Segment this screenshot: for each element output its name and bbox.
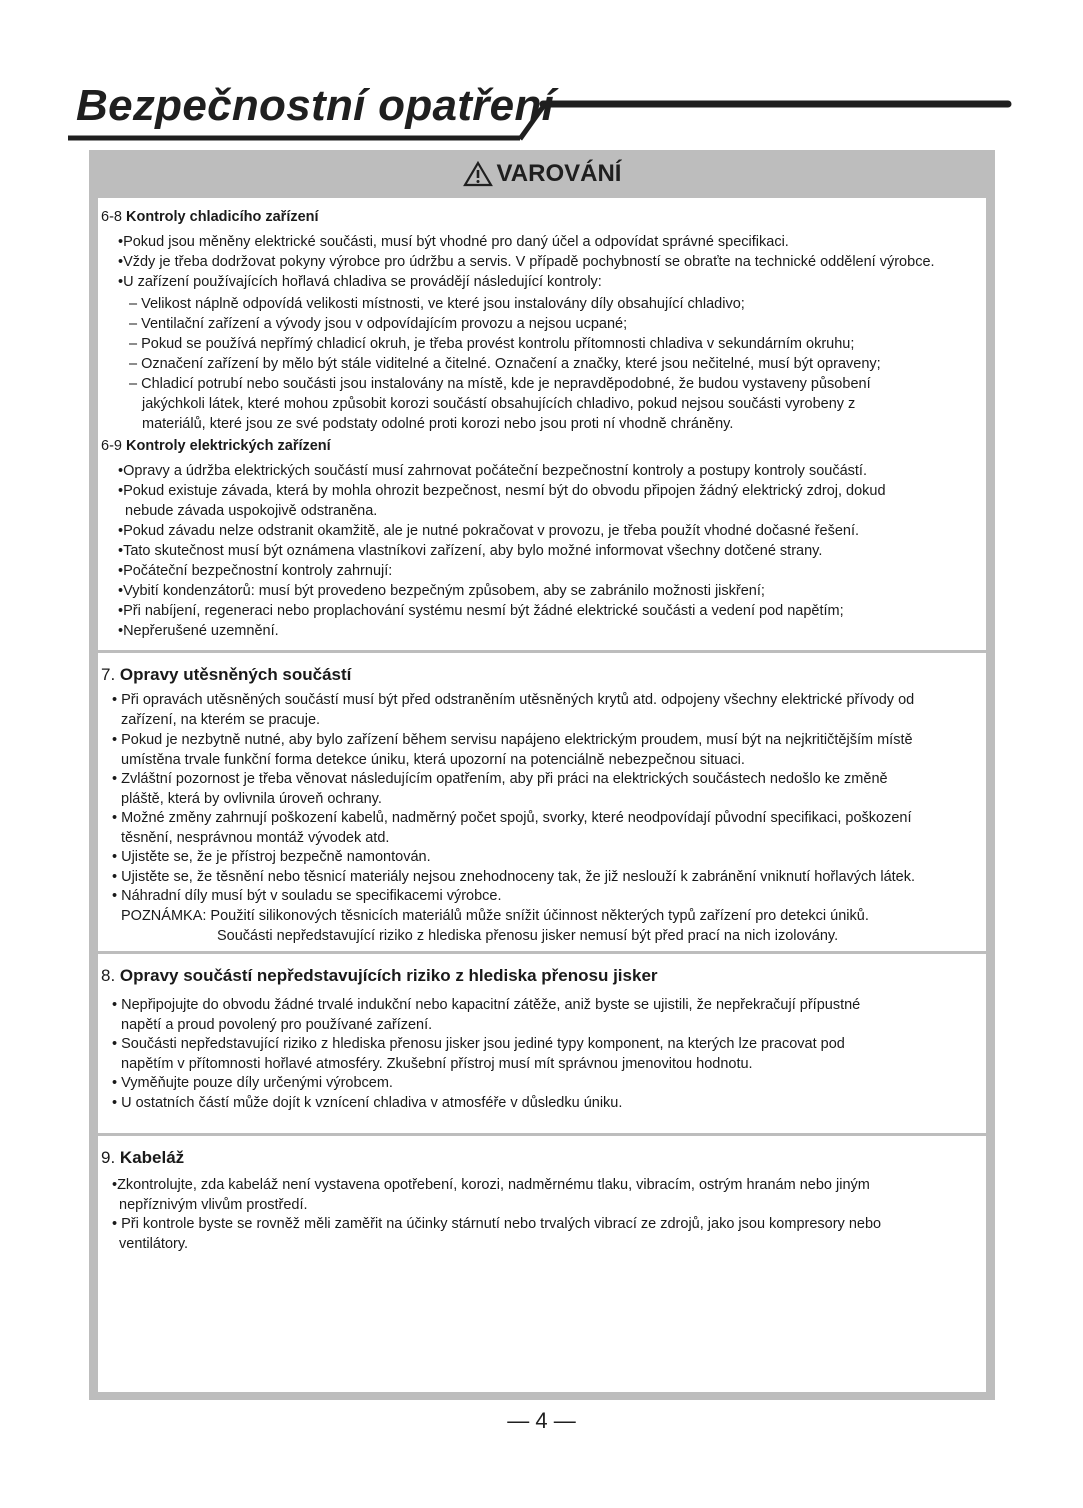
warning-header (89, 150, 995, 198)
list-item: •Při nabíjení, regeneraci nebo proplachování systému nesmí být žádné elektrické součásti a vedení pod napětím; (118, 603, 844, 619)
list-item: •Zkontrolujte, zda kabeláž není vystavena opotřebení, korozi, nadměrnému tlaku, vibracím, ostrým hranám nebo jiným (112, 1177, 870, 1193)
section-7-title: 7. Opravy utěsněných součástí (101, 665, 352, 684)
list-item: • Ujistěte se, že je přístroj bezpečně namontován. (112, 849, 431, 865)
list-item: •Tato skutečnost musí být oznámena vlastníkovi zařízení, aby bylo možné informovat všechny dotčené strany. (118, 543, 823, 559)
panel-cabling (98, 1136, 986, 1392)
list-item: napětím v přítomnosti hořlavé atmosféry. Zkušební přístroj musí mít správnou jmenovitou hodnotu. (121, 1056, 753, 1072)
list-item: – Velikost náplně odpovídá velikosti místnosti, ve které jsou instalovány díly obsahující chladivo; (129, 296, 745, 312)
list-item: •Pokud jsou měněny elektrické součásti, musí být vhodné pro daný účel a odpovídat správné specifikaci. (118, 234, 789, 250)
section-6-8-title: 6-8 Kontroly chladicího zařízení (101, 209, 319, 225)
list-item: • Zvláštní pozornost je třeba věnovat následujícím opatřením, aby při práci na elektrických součástech nedošlo ke změně (112, 771, 888, 787)
list-item: • Součásti nepředstavující riziko z hlediska přenosu jisker jsou jediné typy komponent, na kterých lze pracovat pod (112, 1036, 845, 1052)
list-item: • Vyměňujte pouze díly určenými výrobcem. (112, 1075, 393, 1091)
list-item: • Při opravách utěsněných součástí musí být před odstraněním utěsněných krytů atd. odpojeny všechny elektrické přívody od (112, 692, 915, 708)
panel-intrinsically-safe (98, 954, 986, 1133)
list-item: nepříznivým vlivům prostředí. (119, 1197, 308, 1213)
list-item: •Počáteční bezpečnostní kontroly zahrnují: (118, 563, 393, 579)
note-line: POZNÁMKA: Použití silikonových těsnicích materiálů může snížit účinnost některých typů zařízení pro detekci úniků. (121, 908, 869, 924)
list-item: •Nepřerušené uzemnění. (118, 623, 279, 639)
list-item: • Při kontrole byste se rovněž měli zaměřit na účinky stárnutí nebo trvalých vibrací ze zdrojů, jako jsou kompresory nebo (112, 1216, 882, 1232)
list-item: • Ujistěte se, že těsnění nebo těsnicí materiály nejsou znehodnoceny tak, že již neslouží k zabránění vniknutí hořlavých látek. (112, 869, 916, 885)
list-item: • Náhradní díly musí být v souladu se specifikacemi výrobce. (112, 888, 502, 904)
list-item: •Vybití kondenzátorů: musí být provedeno bezpečným způsobem, aby se zabránilo možnosti jiskření; (118, 583, 765, 599)
panel-checks (98, 198, 986, 650)
list-item: zařízení, na kterém se pracuje. (121, 712, 321, 728)
list-item: – Ventilační zařízení a vývody jsou v odpovídajícím provozu a nejsou ucpané; (129, 316, 628, 332)
page-number: — 4 — (507, 1408, 576, 1433)
list-item: •Pokud existuje závada, která by mohla ohrozit bezpečnost, nesmí být do obvodu připojen žádný elektrický zdroj, dokud (118, 483, 886, 499)
panel-sealed-components (98, 653, 986, 951)
list-item: ventilátory. (119, 1236, 189, 1252)
list-item: • Možné změny zahrnují poškození kabelů, nadměrný počet spojů, svorky, které neodpovídají původní specifikaci, poškození (112, 810, 912, 826)
list-item: materiálů, které jsou ze své podstaty odolné proti korozi nebo jsou proti ní vhodně chráněny. (142, 416, 734, 432)
list-item: napětí a proud povolený pro používané zařízení. (121, 1017, 433, 1033)
list-item: jakýchkoli látek, které mohou způsobit korozi součástí obsahujících chladivo, pokud nejsou součásti vyrobeny z (142, 396, 856, 412)
list-item: • Nepřipojujte do obvodu žádné trvalé indukční nebo kapacitní zátěže, aniž byste se ujistili, že nepřekračují přípustné (112, 997, 861, 1013)
list-item: – Pokud se používá nepřímý chladicí okruh, je třeba provést kontrolu přítomnosti chladiva v sekundárním okruhu; (129, 336, 855, 352)
warning-triangle-icon (463, 161, 493, 187)
warning-frame (89, 150, 995, 1400)
section-6-9-title: 6-9 Kontroly elektrických zařízení (101, 438, 331, 454)
warning-label: VAROVÁNÍ (496, 160, 622, 187)
list-item: • U ostatních částí může dojít k vznícení chladiva v atmosféře v důsledku úniku. (112, 1095, 623, 1111)
list-item: těsnění, nesprávnou montáž vývodek atd. (121, 830, 390, 846)
section-9-title: 9. Kabeláž (101, 1148, 185, 1167)
list-item: pláště, která by ovlivnila úroveň ochrany. (121, 791, 382, 807)
list-item: • Pokud je nezbytně nutné, aby bylo zařízení během servisu napájeno elektrickým proudem, musí být na nejkritičtějším místě (112, 732, 913, 748)
list-item: •Pokud závadu nelze odstranit okamžitě, ale je nutné pokračovat v provozu, je třeba použít vhodné dočasné řešení. (118, 523, 860, 539)
list-item: – Označení zařízení by mělo být stále viditelné a čitelné. Označení a značky, které jsou nečitelné, musí být opraveny; (129, 356, 881, 372)
list-item: •U zařízení používajících hořlavá chladiva se provádějí následující kontroly: (118, 274, 602, 290)
list-item: •Opravy a údržba elektrických součástí musí zahrnovat počáteční bezpečnostní kontroly a postupy kontroly součástí. (118, 463, 867, 479)
list-item: nebude závada uspokojivě odstraněna. (125, 503, 378, 519)
note-line: Součásti nepředstavující riziko z hlediska přenosu jisker nemusí být před prací na nich izolovány. (217, 928, 839, 944)
list-item: •Vždy je třeba dodržovat pokyny výrobce pro údržbu a servis. V případě pochybností se obraťte na technické oddělení výrobce. (118, 254, 935, 270)
section-8-title: 8. Opravy součástí nepředstavujících riziko z hlediska přenosu jisker (101, 966, 658, 985)
list-item: – Chladicí potrubí nebo součásti jsou instalovány na místě, kde je nepravděpodobné, že budou vystaveny působení (129, 376, 871, 392)
list-item: umístěna trvale funkční forma detekce úniku, která upozorní na potenciálně nebezpečnou situaci. (121, 752, 745, 768)
page-title: Bezpečnostní opatření (76, 81, 555, 130)
